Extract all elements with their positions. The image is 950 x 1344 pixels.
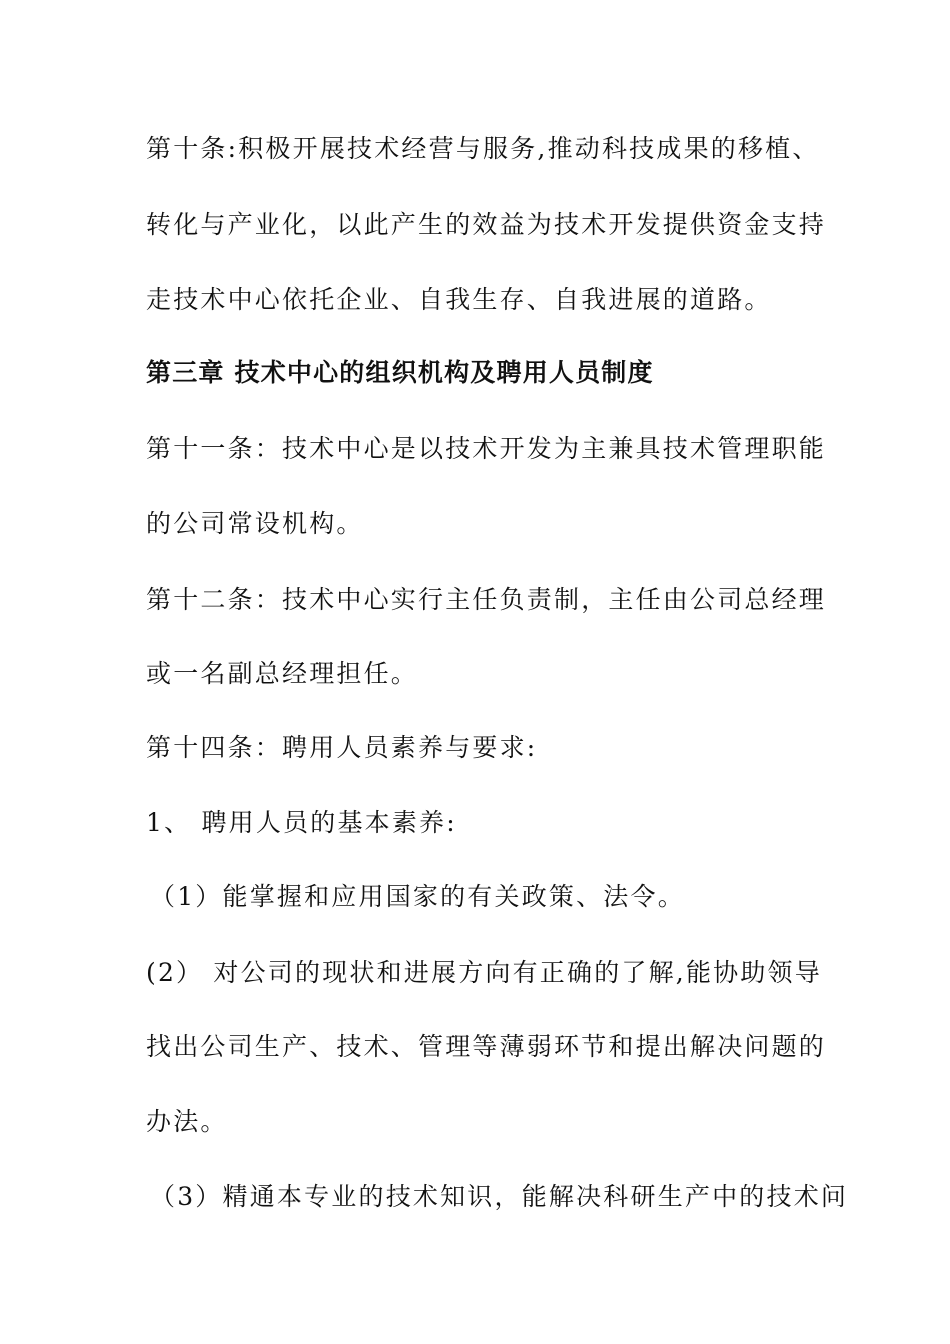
- article-14-line: 第十四条：聘用人员素养与要求:: [146, 733, 538, 762]
- article-12-line-2: 或一名副总经理担任。: [146, 659, 419, 688]
- sub-item-1: （1）能掌握和应用国家的有关政策、法令。: [150, 882, 685, 911]
- article-11-line-2: 的公司常设机构。: [146, 509, 364, 538]
- sub-item-3-line-1: （3）精通本专业的技术知识，能解决科研生产中的技术问: [150, 1182, 849, 1211]
- sub-item-2-line-1: (2） 对公司的现状和进展方向有正确的了解,能协助领导: [146, 958, 822, 987]
- article-10-line-2: 转化与产业化，以此产生的效益为技术开发提供资金支持: [146, 210, 827, 239]
- article-11-line-1: 第十一条：技术中心是以技术开发为主兼具技术管理职能: [146, 434, 827, 463]
- sub-item-2-line-2: 找出公司生产、技术、管理等薄弱环节和提出解决问题的: [146, 1032, 827, 1061]
- article-12-line-1: 第十二条：技术中心实行主任负责制，主任由公司总经理: [146, 585, 827, 614]
- sub-item-2-line-3: 办法。: [146, 1107, 228, 1136]
- article-10-line-1: 第十条:积极开展技术经营与服务,推动科技成果的移植、: [146, 134, 820, 163]
- article-10-line-3: 走技术中心依托企业、自我生存、自我进展的道路。: [146, 285, 772, 314]
- chapter-3-heading: 第三章 技术中心的组织机构及聘用人员制度: [146, 358, 654, 387]
- list-item-1: 1、 聘用人员的基本素养:: [146, 808, 457, 837]
